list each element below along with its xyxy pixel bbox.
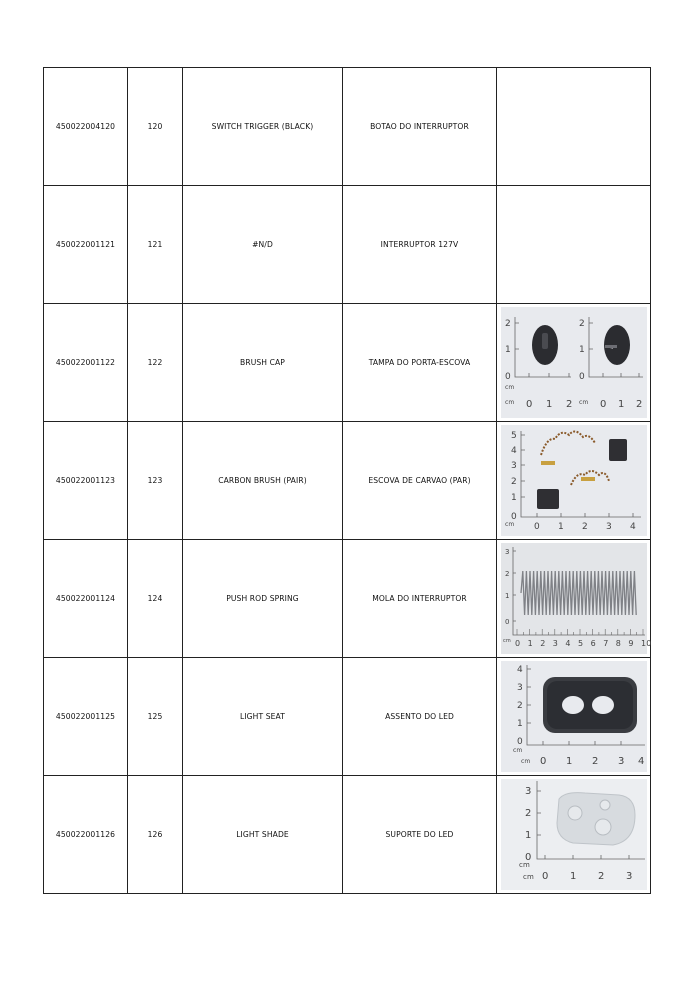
brush-cap-photo (501, 307, 647, 418)
ruler-label: 0 (516, 737, 523, 747)
ruler-label: 6 (590, 639, 596, 648)
item-number: 122 (128, 304, 183, 422)
ruler-label: 1 (504, 592, 510, 600)
ruler-label: 0 (504, 372, 511, 382)
part-code: 450022001124 (44, 540, 128, 658)
part-photo-cell (497, 658, 651, 776)
part-code: 450022001123 (44, 422, 128, 540)
ruler-label: 4 (516, 665, 523, 675)
light-shade-photo (501, 779, 647, 890)
ruler-label: 1 (504, 345, 511, 355)
ruler-label: 1 (578, 345, 585, 355)
item-number: 123 (128, 422, 183, 540)
part-photo-cell (497, 776, 651, 894)
ruler-label: 0 (510, 512, 517, 522)
ruler-label: 2 (504, 570, 510, 578)
ruler-label: 1 (516, 719, 523, 729)
ruler-label: 2 (516, 701, 523, 711)
table-row (44, 422, 651, 540)
ruler-label: 10 (640, 639, 651, 648)
ruler-label: 1 (557, 522, 564, 532)
part-photo-cell (497, 68, 651, 186)
part-name-pt: ESCOVA DE CARVAO (PAR) (343, 422, 497, 540)
part-code: 450022001125 (44, 658, 128, 776)
ruler-label: 3 (516, 683, 523, 693)
item-number: 124 (128, 540, 183, 658)
ruler-label: 7 (602, 639, 608, 648)
ruler-unit: cm (518, 861, 530, 869)
part-name-pt: MOLA DO INTERRUPTOR (343, 540, 497, 658)
part-name-en: LIGHT SEAT (183, 658, 343, 776)
ruler-label: 3 (510, 461, 517, 471)
ruler-label: 3 (504, 548, 510, 556)
part-name-en: #N/D (183, 186, 343, 304)
ruler-unit: cm (522, 873, 534, 881)
ruler-label: 3 (617, 756, 624, 767)
ruler-label: 3 (605, 522, 612, 532)
ruler-label: 2 (597, 871, 604, 882)
part-code: 450022001126 (44, 776, 128, 894)
table-row (44, 776, 651, 894)
ruler-label: 2 (578, 319, 585, 329)
part-photo-cell (497, 186, 651, 304)
ruler-label: 1 (617, 399, 624, 410)
ruler-label: 2 (539, 639, 545, 648)
ruler-label: 4 (629, 522, 636, 532)
ruler-unit: cm (504, 521, 514, 528)
light-seat-photo (501, 661, 647, 772)
ruler-label: 0 (525, 399, 532, 410)
ruler-label: 3 (524, 786, 531, 797)
part-photo-cell (497, 422, 651, 540)
ruler-label: 3 (625, 871, 632, 882)
ruler-label: 4 (637, 756, 644, 767)
ruler-label: 1 (527, 639, 533, 648)
ruler-label: 1 (569, 871, 576, 882)
ruler-label: 2 (591, 756, 598, 767)
ruler-label: 2 (635, 399, 642, 410)
ruler-label: 0 (533, 522, 540, 532)
item-number: 121 (128, 186, 183, 304)
part-photo-cell (497, 540, 651, 658)
ruler-unit: cm (504, 399, 514, 406)
table-row (44, 186, 651, 304)
ruler-label: 8 (615, 639, 621, 648)
part-name-en: SWITCH TRIGGER (BLACK) (183, 68, 343, 186)
part-code: 450022001122 (44, 304, 128, 422)
ruler-label: 0 (524, 852, 531, 863)
item-number: 125 (128, 658, 183, 776)
ruler-label: 0 (599, 399, 606, 410)
item-number: 126 (128, 776, 183, 894)
table-row (44, 658, 651, 776)
ruler-label: 3 (552, 639, 558, 648)
ruler-label: 0 (504, 618, 510, 626)
ruler-label: 4 (510, 446, 517, 456)
ruler-label: 2 (565, 399, 572, 410)
carbon-brush-photo (501, 425, 647, 536)
part-name-pt: ASSENTO DO LED (343, 658, 497, 776)
ruler-label: 1 (565, 756, 572, 767)
part-name-pt: SUPORTE DO LED (343, 776, 497, 894)
table-row (44, 540, 651, 658)
ruler-unit: cm (502, 638, 511, 644)
ruler-label: 2 (524, 808, 531, 819)
parts-table (43, 67, 651, 894)
part-name-en: LIGHT SHADE (183, 776, 343, 894)
ruler-label: 5 (510, 431, 517, 441)
item-number: 120 (128, 68, 183, 186)
table-row (44, 68, 651, 186)
ruler-label: 2 (510, 477, 517, 487)
ruler-label: 0 (539, 756, 546, 767)
spring-photo (501, 543, 651, 654)
ruler-label: 2 (504, 319, 511, 329)
part-code: 450022004120 (44, 68, 128, 186)
ruler-label: 0 (514, 639, 520, 648)
ruler-label: 2 (581, 522, 588, 532)
ruler-label: 9 (627, 639, 634, 648)
ruler-label: 4 (564, 639, 571, 648)
ruler-unit: cm (578, 399, 588, 406)
part-name-en: PUSH ROD SPRING (183, 540, 343, 658)
part-name-en: BRUSH CAP (183, 304, 343, 422)
ruler-unit: cm (512, 747, 522, 754)
ruler-label: 1 (524, 830, 531, 841)
ruler-label: 0 (541, 871, 548, 882)
part-code: 450022001121 (44, 186, 128, 304)
ruler-unit: cm (520, 758, 530, 765)
part-name-pt: TAMPA DO PORTA-ESCOVA (343, 304, 497, 422)
ruler-label: 1 (510, 493, 517, 503)
part-photo-cell (497, 304, 651, 422)
ruler-unit: cm (504, 384, 514, 391)
ruler-label: 1 (545, 399, 552, 410)
part-name-pt: INTERRUPTOR 127V (343, 186, 497, 304)
part-name-pt: BOTAO DO INTERRUPTOR (343, 68, 497, 186)
table-row (44, 304, 651, 422)
part-name-en: CARBON BRUSH (PAIR) (183, 422, 343, 540)
ruler-label: 5 (577, 639, 583, 648)
ruler-label: 0 (578, 372, 585, 382)
